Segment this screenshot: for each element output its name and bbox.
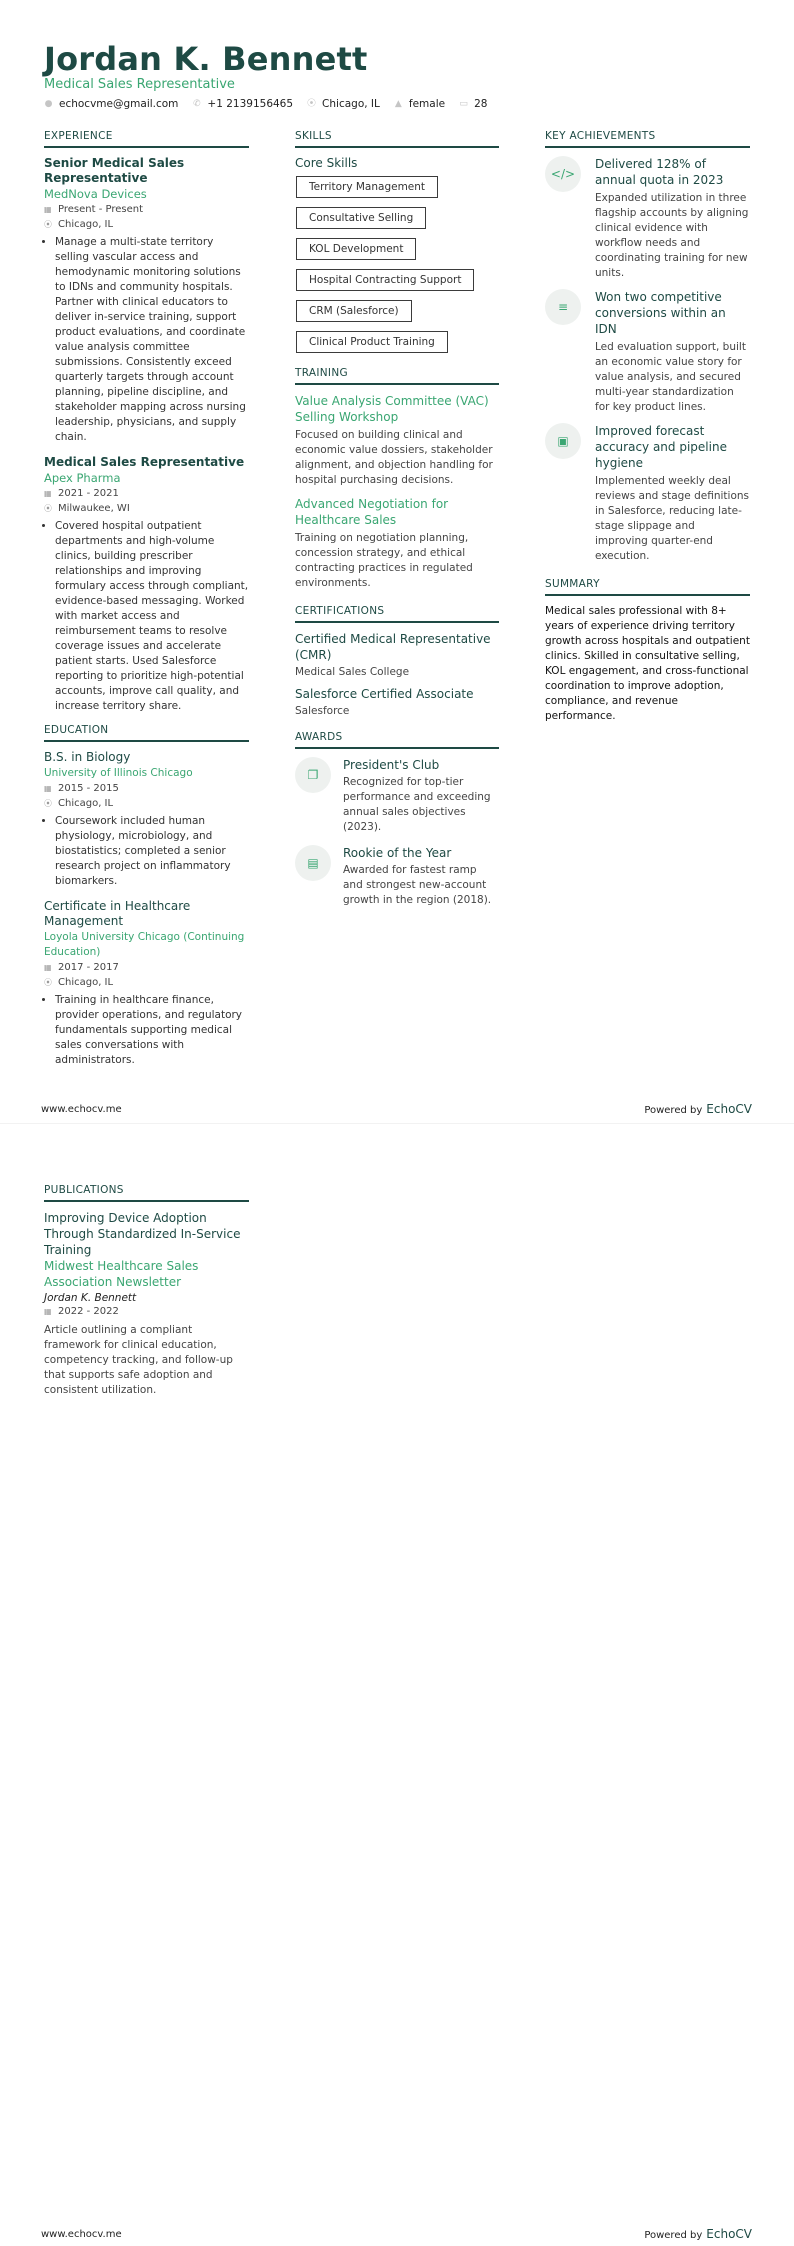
job-location [44,502,249,516]
location-text: Chicago, IL [58,219,114,230]
publications-heading: PUBLICATIONS [44,1184,249,1202]
job-bullets [44,519,249,714]
location-text: Chicago, IL [322,98,380,110]
email-text: echocvme@gmail.com [59,98,179,110]
achievement-item [545,156,750,281]
contact-phone[interactable] [192,98,293,110]
calendar-icon: ▭ [459,98,468,109]
skill-tag: Territory Management [296,176,438,198]
skills-heading: SKILLS [295,130,499,148]
skill-tag: KOL Development [296,238,416,260]
cert-title: Salesforce Certified Associate [295,687,474,701]
education-entry [44,899,249,1068]
location-pin-icon: ⦿ [44,799,52,808]
dates-text: 2017 - 2017 [58,962,119,973]
certifications-heading: CERTIFICATIONS [295,605,499,623]
candidate-title: Medical Sales Representative [44,77,235,92]
location-pin-icon: ⦿ [307,98,317,109]
edu-location [44,976,249,990]
calendar-icon: ▦ [44,963,52,972]
school-name: Loyola University Chicago (Continuing Education) [44,931,245,958]
publication-org: Midwest Healthcare Sales Association Newsletter [44,1259,199,1289]
award-desc: Awarded for fastest ramp and strongest new-account growth in the region (2018). [343,864,492,906]
training-title: Value Analysis Committee (VAC) Selling Workshop [295,394,489,424]
skill-tag: Clinical Product Training [296,331,448,353]
bullet-item: • Covered hospital outpatient departments and high-volume clinics, building prescriber relationships and improving formulary access through compliant, evidence-based messaging. Worked with market access and reimbursement teams to resolve coverage issues and accelerate patient starts. Used Salesforce reporting to prioritize high-potential accounts, improve call quality, and increase territory share. [55,519,249,714]
award-title: President's Club [343,758,440,772]
bullet-item: • Manage a multi-state territory selling vascular access and hemodynamic monitoring solutions to IDNs and community hospitals. Partner with clinical educators to deliver in-service training, support product evaluations, and coordinate value analysis committee submissions. Consistently exceed quarterly targets through account planning, pipeline discipline, and stakeholder mapping across nursing leadership, physicians, and supply chain. [55,235,249,445]
location-text: Chicago, IL [58,798,114,809]
skill-tag: CRM (Salesforce) [296,300,412,322]
company-name: Apex Pharma [44,471,121,485]
dates-text: 2022 - 2022 [58,1306,119,1317]
footer-site-link[interactable]: www.echocv.me [41,1104,122,1115]
location-pin-icon: ⦿ [44,978,52,987]
calendar-icon: ▦ [44,1307,52,1316]
job-role: Medical Sales Representative [44,455,245,469]
edu-dates [44,961,249,975]
skill-group-title: Core Skills [295,156,358,170]
achievement-item [545,423,750,564]
cert-org: Medical Sales College [295,666,410,678]
achievement-title: Delivered 128% of annual quota in 2023 [595,157,724,187]
award-item [295,845,499,908]
contact-age [459,98,487,110]
job-bullets [44,235,249,445]
training-title: Advanced Negotiation for Healthcare Sales [295,497,449,527]
phone-text: +1 2139156465 [207,98,294,110]
training-desc: Training on negotiation planning, concession strategy, and ethical contracting practices in regulated environments. [295,532,473,589]
publication-author: Jordan K. Bennett [44,1292,137,1304]
job-dates [44,487,249,501]
footer-powered[interactable] [644,1102,752,1116]
publication-title: Improving Device Adoption Through Standardized In-Service Training [44,1211,241,1257]
brand-logo: EchoCV [706,2227,752,2241]
powered-by-text: Powered by [644,1105,703,1116]
location-text: Chicago, IL [58,977,114,988]
calendar-icon: ▦ [44,205,52,214]
candidate-name: Jordan K. Bennett [44,40,368,78]
footer-site-link[interactable]: www.echocv.me [41,2229,122,2240]
middle-column [295,130,499,918]
right-column [545,130,750,724]
achievement-title: Improved forecast accuracy and pipeline hygiene [595,424,727,470]
brand-logo: EchoCV [706,1102,752,1116]
training-desc: Focused on building clinical and economic value dossiers, stakeholder alignment, and objection handling for hospital purchasing decisions. [295,429,493,486]
person-icon: ▲ [394,98,402,109]
achievement-desc: Expanded utilization in three flagship accounts by aligning clinical evidence with workflow needs and coordinating training for new units. [595,192,749,279]
company-name: MedNova Devices [44,187,147,201]
education-heading: EDUCATION [44,724,249,742]
money-icon: ▣ [545,423,581,459]
degree-name: B.S. in Biology [44,750,131,764]
summary-text: Medical sales professional with 8+ years of experience driving territory growth across hospitals and outpatient clinics. Skilled in consultative selling, KOL engagement, and cross-functional coordination to improve adoption, compliance, and revenue performance. [545,605,750,722]
document-icon: ▤ [295,845,331,881]
degree-name: Certificate in Healthcare Management [44,899,191,928]
left-column [44,130,249,1078]
phone-icon: ✆ [193,98,201,109]
powered-by-text: Powered by [644,2230,703,2241]
left-column [44,1184,249,1398]
location-text: Milwaukee, WI [58,503,130,514]
cert-title: Certified Medical Representative (CMR) [295,632,491,662]
list-icon: ≡ [545,289,581,325]
location-pin-icon: ⦿ [44,504,52,513]
dates-text: 2021 - 2021 [58,488,119,499]
job-dates [44,203,249,217]
edu-location [44,797,249,811]
award-title: Rookie of the Year [343,846,452,860]
experience-heading: EXPERIENCE [44,130,249,148]
dates-text: 2015 - 2015 [58,783,119,794]
gender-text: female [408,98,446,110]
resume-page-2 [0,1123,794,2246]
contact-location [307,98,380,110]
publication-dates [44,1305,249,1319]
skill-tag: Consultative Selling [296,207,426,229]
achievement-title: Won two competitive conversions within an IDN [595,290,726,336]
contact-email[interactable] [44,98,178,110]
achievements-heading: KEY ACHIEVEMENTS [545,130,750,148]
copy-icon: ❐ [295,757,331,793]
dates-text: Present - Present [58,204,144,215]
achievement-desc: Implemented weekly deal reviews and stage definitions in Salesforce, reducing late-stage slippage and improving quarter-end execution. [595,475,750,562]
footer-powered[interactable] [644,2227,752,2241]
contact-gender [394,98,445,110]
calendar-icon: ▦ [44,489,52,498]
award-item [295,757,499,835]
calendar-icon: ▦ [44,784,52,793]
school-name: University of Illinois Chicago [44,767,193,779]
experience-entry [44,455,249,714]
award-desc: Recognized for top-tier performance and exceeding annual sales objectives (2023). [343,776,491,833]
job-role: Senior Medical Sales Representative [44,156,185,185]
contact-bar [44,98,487,110]
publication-desc: Article outlining a compliant framework for clinical education, competency tracking, and follow-up that supports safe adoption and consistent utilization. [44,1324,233,1396]
edu-dates [44,782,249,796]
skill-tag: Hospital Contracting Support [296,269,474,291]
edu-bullets [44,993,249,1068]
bullet-item: • Training in healthcare finance, provider operations, and regulatory fundamentals supporting medical sales conversations with administrators. [55,993,249,1068]
awards-heading: AWARDS [295,731,499,749]
experience-entry [44,156,249,445]
achievement-item [545,289,750,415]
code-icon: </> [545,156,581,192]
email-icon: ● [44,98,53,109]
achievement-desc: Led evaluation support, built an economic value story for value analysis, and secured multi-year standardization for key product lines. [595,341,746,413]
education-entry [44,750,249,889]
job-location [44,218,249,232]
age-text: 28 [474,98,488,110]
location-pin-icon: ⦿ [44,220,52,229]
cert-org: Salesforce [295,705,350,717]
bullet-item: • Coursework included human physiology, microbiology, and biostatistics; completed a senior research project on inflammatory biomarkers. [55,814,249,889]
training-heading: TRAINING [295,367,499,385]
summary-heading: SUMMARY [545,578,750,596]
edu-bullets [44,814,249,889]
